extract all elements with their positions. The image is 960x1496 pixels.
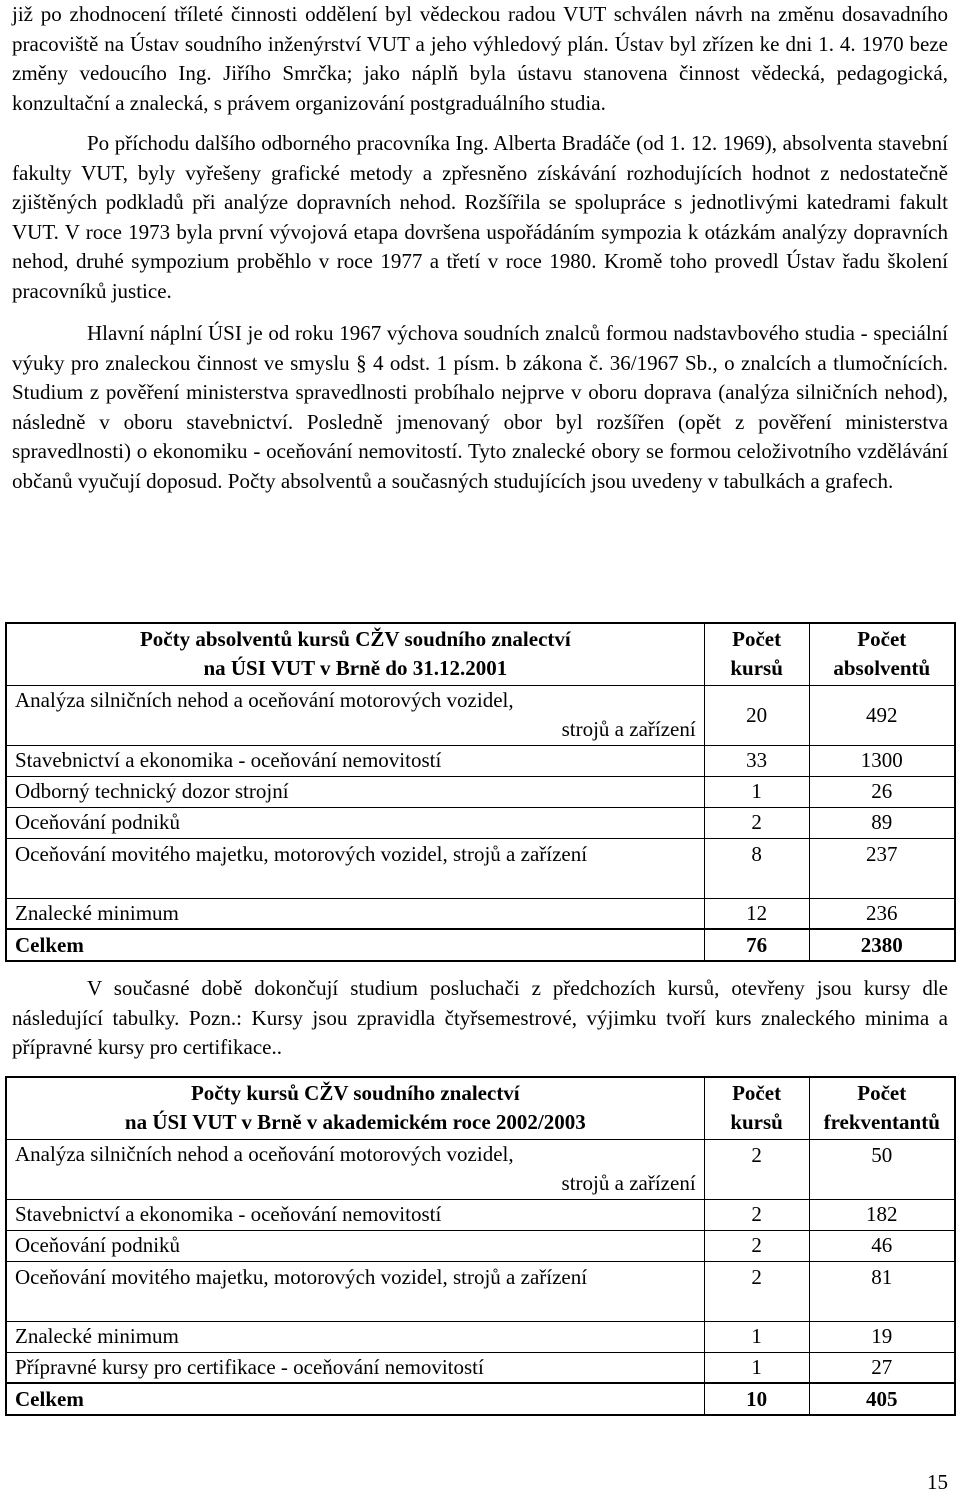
table2-title-line1: Počty kursů CŽV soudního znalectví [190,1081,520,1106]
table-row [6,1352,955,1383]
table2-col2-line2: kursů [730,1110,783,1135]
table-cell-kursy: 2 [704,1199,809,1230]
row-label-line2: strojů a zařízení [561,1171,696,1195]
table-cell-count: 492 [809,685,955,745]
table-cell-label: Stavebnictví a ekonomika - oceňování nemovitostí [6,1199,704,1230]
table2-col-frekventanti-header [809,1077,955,1139]
table-cell-count: 89 [809,807,955,838]
row-label-line1: Analýza silničních nehod a oceňování motorových vozidel, [15,688,514,712]
paragraph-2: Po příchodu dalšího odborného pracovníka Ing. Alberta Bradáče (od 1. 12. 1969), absolventa stavební fakulty VUT, byly vyřešeny grafické metody a zpřesněno získávání rozhodujících hodnot z nedostatečně zjištěných podkladů při analýze dopravních nehod. Rozšířila se spolupráce s jednotlivými katedrami fakult VUT. V roce 1973 byla první vývojová etapa dovršena uspořádáním sympozia k otázkám analýzy dopravních nehod, druhé sympozium proběhlo v roce 1977 a třetí v roce 1980. Kromě toho provedl Ústav řadu školení pracovníků justice. [12,131,948,303]
table2-col3-line2: frekventantů [823,1110,940,1135]
table1-col-kursy-header [704,623,809,685]
table-row [6,776,955,807]
paragraph-4: V současné době dokončují studium posluchači z předchozích kursů, otevřeny jsou kursy dle následující tabulky. Pozn.: Kursy jsou zpravidla čtyřsemestrové, výjimku tvoří kurs znaleckého minima a přípravné kursy pro certifikace.. [12,976,948,1059]
table-cell-count: 81 [809,1261,955,1321]
table-total-row [6,1383,955,1415]
table-cell-label: Stavebnictví a ekonomika - oceňování nemovitostí [6,745,704,776]
table-row [6,898,955,929]
table-absolventi [5,622,956,962]
table-total-label: Celkem [6,1383,704,1415]
table1-col2-line1: Počet [732,627,782,652]
table-cell-kursy: 1 [704,1352,809,1383]
table-cell-kursy: 8 [704,838,809,898]
table-cell-count: 19 [809,1321,955,1352]
table-row [6,838,955,898]
table-cell-count: 26 [809,776,955,807]
table1-title-line2: na ÚSI VUT v Brně do 31.12.2001 [203,656,508,681]
table2-col2-line1: Počet [732,1081,782,1106]
table-cell-kursy: 1 [704,776,809,807]
table-cell-label [6,685,704,745]
table-total-row [6,929,955,961]
table-row [6,1199,955,1230]
table-cell-label: Znalecké minimum [6,898,704,929]
table1-title-line1: Počty absolventů kursů CŽV soudního znalectví [139,627,571,652]
table-kursy [5,1076,956,1416]
table-cell-kursy: 2 [704,1139,809,1199]
table2-col-kursy-header [704,1077,809,1139]
table1-title [6,623,704,685]
table1-col2-line2: kursů [730,656,783,681]
table-cell-kursy: 1 [704,1321,809,1352]
page-number: 15 [927,1470,948,1494]
table-cell-kursy: 33 [704,745,809,776]
table-total-kursy: 76 [704,929,809,961]
table-cell-count: 236 [809,898,955,929]
table-cell-count: 182 [809,1199,955,1230]
table-row [6,685,955,745]
table-row [6,1139,955,1199]
table-cell-count: 50 [809,1139,955,1199]
table2-col3-line1: Počet [857,1081,907,1106]
table-row [6,1261,955,1321]
table-cell-label: Oceňování movitého majetku, motorových vozidel, strojů a zařízení [6,1261,704,1321]
table1-col3-line2: absolventů [833,656,931,681]
document-page [12,0,948,496]
table-cell-label: Znalecké minimum [6,1321,704,1352]
table-row [6,745,955,776]
table-cell-label: Oceňování podniků [6,1230,704,1261]
table-row [6,807,955,838]
table-total-kursy: 10 [704,1383,809,1415]
table-cell-count: 237 [809,838,955,898]
table-row [6,1230,955,1261]
table-cell-label: Odborný technický dozor strojní [6,776,704,807]
table-cell-count: 27 [809,1352,955,1383]
table-cell-kursy: 2 [704,807,809,838]
table1-col-absolventi-header [809,623,955,685]
table-cell-label: Oceňování podniků [6,807,704,838]
table-cell-kursy: 20 [704,685,809,745]
table-cell-count: 1300 [809,745,955,776]
row-label-line1: Analýza silničních nehod a oceňování motorových vozidel, [15,1142,514,1166]
paragraph-1: již po zhodnocení tříleté činnosti oddělení byl vědeckou radou VUT schválen návrh na změnu dosavadního pracoviště na Ústav soudního inženýrství VUT a jeho výhledový plán. Ústav byl zřízen ke dni 1. 4. 1970 beze změny vedoucího Ing. Jiřího Smrčka; jako náplň byla ústavu stanovena činnost vědecká, pedagogická, konzultační a znalecká, s právem organizování postgraduálního studia. [12,2,948,115]
table2-title-line2: na ÚSI VUT v Brně v akademickém roce 2002/2003 [124,1110,586,1135]
table-cell-kursy: 2 [704,1261,809,1321]
table-cell-kursy: 12 [704,898,809,929]
row-label-line2: strojů a zařízení [561,717,696,741]
paragraph-3: Hlavní náplní ÚSI je od roku 1967 výchova soudních znalců formou nadstavbového studia - speciální výuky pro znaleckou činnost ve smyslu § 4 odst. 1 písm. b zákona č. 36/1967 Sb., o znalcích a tlumočnících. Studium z pověření ministerstva spravedlnosti probíhalo nejprve v oboru doprava (analýza silničních nehod), následně v oboru stavebnictví. Posledně jmenovaný obor byl rozšířen (opět z pověření ministerstva spravedlnosti) o ekonomiku - oceňování nemovitostí. Tyto znalecké obory se formou celoživotního vzdělávání občanů vyučují doposud. Počty absolventů a současných studujících jsou uvedeny v tabulkách a grafech. [12,321,948,493]
table-row [6,1321,955,1352]
table-cell-count: 46 [809,1230,955,1261]
table-cell-kursy: 2 [704,1230,809,1261]
table-total-count: 2380 [809,929,955,961]
table2-title [6,1077,704,1139]
table-total-label: Celkem [6,929,704,961]
table-cell-label: Oceňování movitého majetku, motorových vozidel, strojů a zařízení [6,838,704,898]
table1-col3-line1: Počet [857,627,907,652]
table-cell-label [6,1139,704,1199]
table-cell-label: Přípravné kursy pro certifikace - oceňování nemovitostí [6,1352,704,1383]
table-total-count: 405 [809,1383,955,1415]
